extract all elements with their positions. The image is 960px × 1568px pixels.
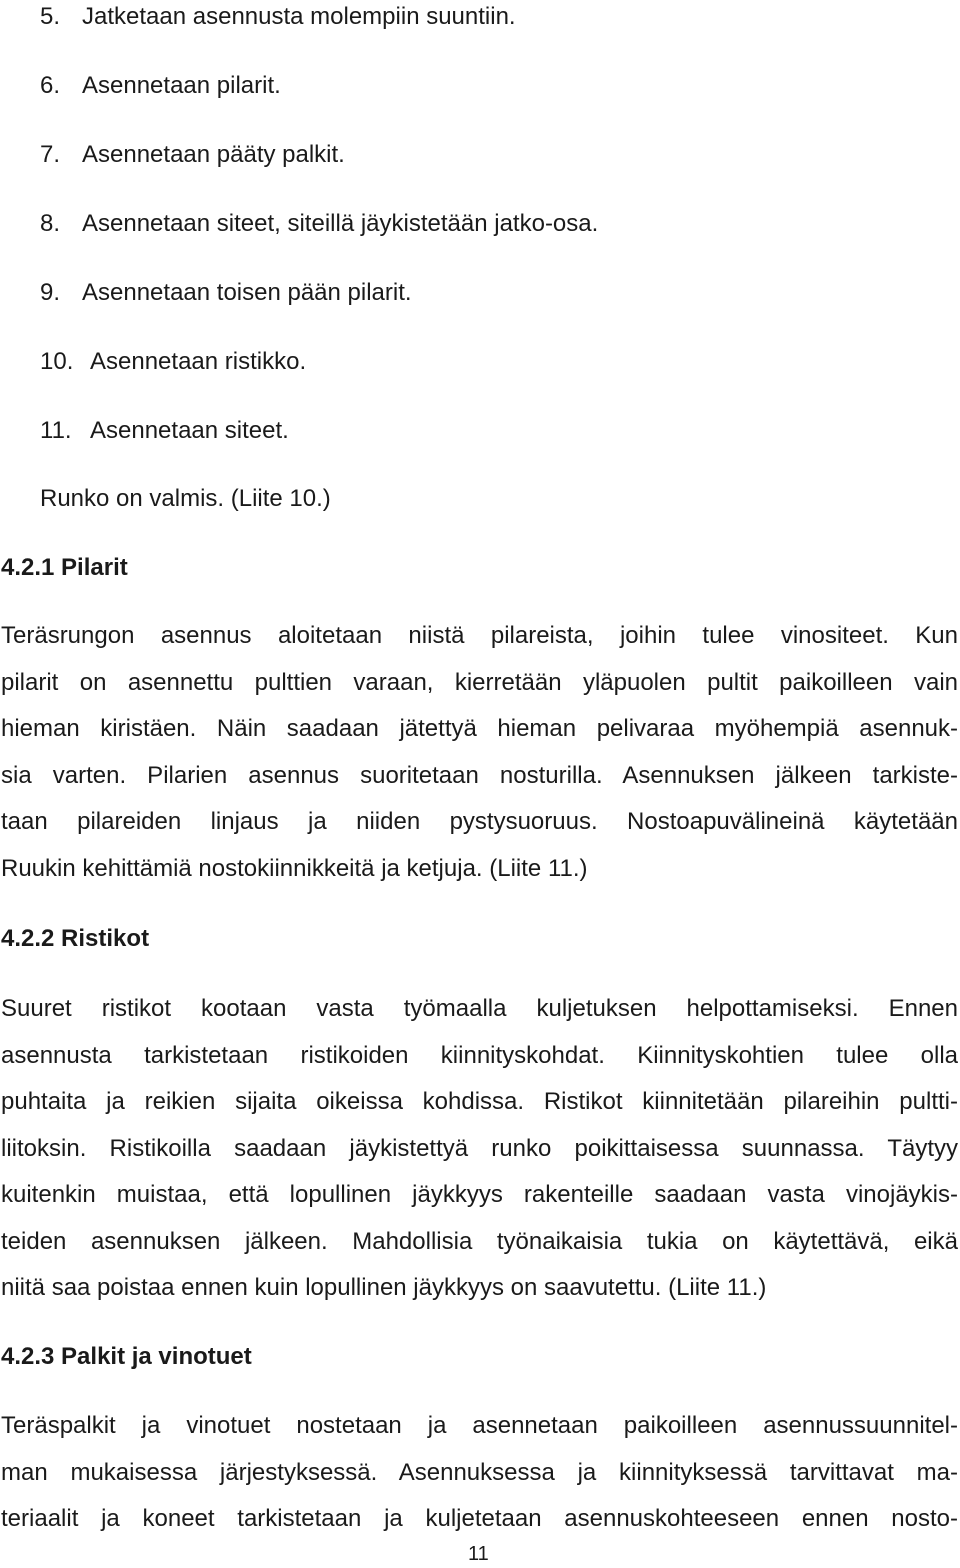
paragraph-line: kuitenkin muistaa, että lopullinen jäykkyys rakenteille saadaan vasta vinojäykis- (1, 1181, 958, 1208)
paragraph-line: puhtaita ja reikien sijaita oikeissa kohdissa. Ristikot kiinnitetään pilareihin pultti- (1, 1088, 958, 1115)
list-item-number: 5. (40, 3, 61, 30)
list-item-text: Asennetaan siteet, siteillä jäykistetään jatko-osa. (82, 210, 599, 237)
list-item-text: Asennetaan pääty palkit. (82, 141, 345, 168)
list-item-number: 7. (40, 141, 61, 168)
list-item (40, 207, 920, 276)
paragraph-line: teriaalit ja koneet tarkistetaan ja kuljetetaan asennuskohteeseen ennen nosto- (1, 1505, 958, 1532)
section-heading-palkit-ja-vinotuet: 4.2.3 Palkit ja vinotuet (1, 1343, 252, 1370)
paragraph-line: Teräsrungon asennus aloitetaan niistä pilareista, joihin tulee vinositeet. Kun (1, 622, 958, 649)
page-number: 11 (468, 1543, 489, 1565)
list-item-number: 10. (40, 348, 74, 375)
list-item-number: 11. (40, 417, 72, 444)
paragraph-line: liitoksin. Ristikoilla saadaan jäykistettyä runko poikittaisessa suunnassa. Täytyy (1, 1134, 958, 1162)
paragraph-line: Suuret ristikot kootaan vasta työmaalla kuljetuksen helpottamiseksi. Ennen (1, 995, 958, 1022)
section-paragraph-ristikot (1, 986, 958, 1312)
list-item (40, 345, 920, 414)
list-item (40, 138, 920, 207)
list-item-number: 9. (40, 279, 61, 306)
paragraph-line: pilarit on asennettu pulttien varaan, kierretään yläpuolen pultit paikoilleen vain (1, 668, 958, 696)
frame-complete-note: Runko on valmis. (Liite 10.) (40, 485, 331, 512)
list-item-text: Asennetaan toisen pään pilarit. (82, 279, 412, 306)
paragraph-line: asennusta tarkistetaan ristikoiden kiinnityskohdat. Kiinnityskohtien tulee olla (1, 1041, 958, 1069)
list-item-text: Jatketaan asennusta molempiin suuntiin. (82, 3, 516, 30)
paragraph-line: Ruukin kehittämiä nostokiinnikkeitä ja ketjuja. (Liite 11.) (1, 854, 588, 882)
list-item-text: Asennetaan pilarit. (82, 72, 281, 99)
list-item (40, 0, 920, 69)
paragraph-line: Teräspalkit ja vinotuet nostetaan ja asennetaan paikoilleen asennussuunnitel- (1, 1412, 958, 1439)
list-item (40, 414, 920, 483)
paragraph-line: hieman kiristäen. Näin saadaan jätettyä hieman pelivaraa myöhempiä asennuk- (1, 715, 958, 742)
paragraph-line: sia varten. Pilarien asennus suoritetaan nosturilla. Asennuksen jälkeen tarkiste- (1, 761, 958, 789)
installation-steps-list (40, 0, 920, 483)
section-paragraph-palkit-ja-vinotuet (1, 1403, 958, 1543)
list-item-number: 6. (40, 72, 61, 99)
paragraph-line: teiden asennuksen jälkeen. Mahdollisia työnaikaisia tukia on käytettävä, eikä (1, 1227, 958, 1255)
list-item-text: Asennetaan ristikko. (90, 348, 307, 375)
list-item-text: Asennetaan siteet. (90, 417, 289, 444)
section-paragraph-pilarit (1, 613, 958, 892)
list-item-number: 8. (40, 210, 61, 237)
paragraph-line: man mukaisessa järjestyksessä. Asennuksessa ja kiinnityksessä tarvittavat ma- (1, 1458, 958, 1486)
section-heading-ristikot: 4.2.2 Ristikot (1, 925, 150, 952)
paragraph-line: niitä saa poistaa ennen kuin lopullinen jäykkyys on saavutettu. (Liite 11.) (1, 1274, 767, 1301)
list-item (40, 69, 920, 138)
paragraph-line: taan pilareiden linjaus ja niiden pystysuoruus. Nostoapuvälineinä käytetään (1, 808, 958, 835)
list-item (40, 276, 920, 345)
section-heading-pilarit: 4.2.1 Pilarit (1, 554, 128, 581)
